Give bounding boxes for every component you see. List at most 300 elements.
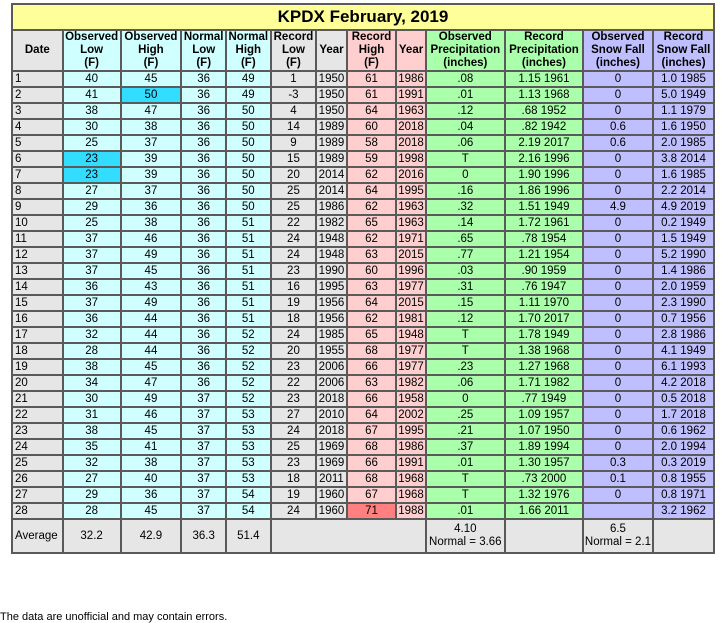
cell-observed-low: 29 [64, 200, 120, 214]
cell-record-low: 22 [272, 376, 316, 390]
cell-record-snowfall: 1.1 1979 [654, 104, 713, 118]
cell-observed-low: 37 [64, 296, 120, 310]
average-normal-low: 36.3 [182, 520, 225, 552]
cell-observed-snowfall: 0 [584, 424, 652, 438]
cell-observed-precipitation: T [427, 488, 504, 502]
cell-record-high: 62 [348, 232, 396, 246]
cell-record-snowfall: 2.0 1994 [654, 440, 713, 454]
cell-observed-high: 37 [122, 136, 181, 150]
cell-observed-snowfall: 0.1 [584, 472, 652, 486]
cell-normal-high: 52 [227, 344, 270, 358]
cell-normal-high: 52 [227, 392, 270, 406]
cell-record-high: 62 [348, 200, 396, 214]
cell-observed-precipitation: .77 [427, 248, 504, 262]
cell-record-low: 9 [272, 136, 316, 150]
cell-normal-low: 37 [182, 392, 225, 406]
cell-record-low: 24 [272, 424, 316, 438]
cell-observed-low: 37 [64, 248, 120, 262]
table-row [13, 88, 713, 102]
table-row [13, 104, 713, 118]
cell-normal-high: 53 [227, 456, 270, 470]
cell-normal-high: 51 [227, 248, 270, 262]
cell-record-snowfall: 0.2 1949 [654, 216, 713, 230]
cell-observed-high: 37 [122, 184, 181, 198]
cell-normal-low: 36 [182, 376, 225, 390]
cell-record-low: 23 [272, 456, 316, 470]
cell-record-snowfall: 0.5 2018 [654, 392, 713, 406]
cell-date: 16 [13, 312, 62, 326]
cell-record-high-year: 1986 [398, 441, 424, 453]
cell-normal-high: 53 [227, 424, 270, 438]
cell-observed-snowfall: 0.6 [584, 136, 652, 150]
header-record-precipitation: Record Precipitation (inches) [506, 31, 582, 70]
cell-record-snowfall: 2.0 1985 [654, 136, 713, 150]
header-record-snowfall: Record Snow Fall (inches) [654, 31, 713, 70]
cell-record-high: 68 [348, 440, 396, 454]
cell-record-precipitation: 1.21 1954 [506, 248, 582, 262]
cell-observed-low: 32 [64, 456, 120, 470]
cell-record-high: 62 [348, 312, 396, 326]
table-row [13, 168, 713, 182]
cell-record-high: 68 [348, 344, 396, 358]
cell-observed-low: 36 [64, 280, 120, 294]
cell-record-high-year: 1963 [398, 217, 424, 229]
cell-normal-high: 51 [227, 296, 270, 310]
cell-record-precipitation: .90 1959 [506, 264, 582, 278]
cell-observed-low: 23 [64, 168, 120, 182]
cell-record-high: 71 [348, 504, 396, 518]
table-row [13, 248, 713, 262]
cell-observed-precipitation: .08 [427, 72, 504, 86]
cell-record-snowfall: 3.8 2014 [654, 152, 713, 166]
cell-observed-low: 30 [64, 392, 120, 406]
cell-record-low: 23 [272, 264, 316, 278]
cell-record-precipitation: 1.30 1957 [506, 456, 582, 470]
cell-record-snowfall: 4.2 2018 [654, 376, 713, 390]
cell-observed-precipitation: T [427, 344, 504, 358]
cell-date: 10 [13, 216, 62, 230]
cell-observed-high: 49 [122, 248, 181, 262]
cell-record-low: 16 [272, 280, 316, 294]
table-row [13, 328, 713, 342]
cell-record-high-year: 1991 [398, 89, 424, 101]
header-record-low: Record Low (F) [272, 31, 316, 70]
cell-observed-low: 28 [64, 504, 120, 518]
cell-record-snowfall: 2.2 2014 [654, 184, 713, 198]
cell-observed-precipitation: .03 [427, 264, 504, 278]
page-title: KPDX February, 2019 [13, 5, 713, 29]
cell-record-low: 20 [272, 168, 316, 182]
cell-record-high-year: 1968 [398, 489, 424, 501]
cell-normal-high: 50 [227, 168, 270, 182]
climate-table [11, 3, 715, 554]
cell-record-precipitation: 1.78 1949 [506, 328, 582, 342]
average-observed-high: 42.9 [122, 520, 181, 552]
cell-date: 22 [13, 408, 62, 422]
cell-date: 17 [13, 328, 62, 342]
cell-record-low: 25 [272, 184, 316, 198]
cell-observed-precipitation: T [427, 328, 504, 342]
cell-record-high: 60 [348, 120, 396, 134]
cell-record-high-year: 1963 [398, 105, 424, 117]
cell-record-low: 20 [272, 344, 316, 358]
cell-record-precipitation: 1.71 1982 [506, 376, 582, 390]
header-observed-snowfall: Observed Snow Fall (inches) [584, 31, 652, 70]
cell-observed-high: 49 [122, 296, 181, 310]
cell-record-low: 14 [272, 120, 316, 134]
cell-observed-high: 36 [122, 488, 181, 502]
cell-normal-low: 36 [182, 264, 225, 278]
table-row [13, 344, 713, 358]
cell-observed-precipitation: .12 [427, 104, 504, 118]
cell-observed-low: 35 [64, 440, 120, 454]
cell-observed-low: 30 [64, 120, 120, 134]
cell-record-low: 19 [272, 296, 316, 310]
cell-record-high-year: 1963 [398, 201, 424, 213]
cell-date: 9 [13, 200, 62, 214]
cell-record-high-year: 1991 [398, 457, 424, 469]
cell-normal-high: 54 [227, 504, 270, 518]
cell-record-high: 62 [348, 168, 396, 182]
cell-date: 26 [13, 472, 62, 486]
cell-record-low-year: 2010 [318, 409, 345, 421]
cell-record-precipitation: 1.70 2017 [506, 312, 582, 326]
cell-record-high-year: 1977 [398, 345, 424, 357]
cell-record-low-year: 1985 [318, 329, 345, 341]
cell-date: 11 [13, 232, 62, 246]
cell-record-precipitation: .77 1949 [506, 392, 582, 406]
cell-observed-precipitation: .14 [427, 216, 504, 230]
cell-record-low-year: 1950 [318, 73, 345, 85]
average-snowfall: 6.5 Normal = 2.1 [584, 520, 652, 552]
cell-normal-high: 51 [227, 232, 270, 246]
cell-record-low-year: 1950 [318, 105, 345, 117]
cell-record-snowfall: 1.0 1985 [654, 72, 713, 86]
cell-record-high: 60 [348, 264, 396, 278]
cell-normal-low: 37 [182, 472, 225, 486]
cell-observed-precipitation: .23 [427, 360, 504, 374]
cell-normal-low: 36 [182, 360, 225, 374]
cell-normal-high: 53 [227, 472, 270, 486]
cell-record-low: 25 [272, 440, 316, 454]
cell-observed-precipitation: .16 [427, 184, 504, 198]
cell-observed-precipitation: .37 [427, 440, 504, 454]
cell-observed-precipitation: .12 [427, 312, 504, 326]
header-observed-precipitation: Observed Precipitation (inches) [427, 31, 504, 70]
cell-record-precipitation: 1.66 2011 [506, 504, 582, 518]
cell-normal-low: 36 [182, 248, 225, 262]
cell-observed-snowfall: 0 [584, 72, 652, 86]
cell-record-precipitation: .68 1952 [506, 104, 582, 118]
header-observed-high: Observed High (F) [122, 31, 181, 70]
cell-observed-low: 38 [64, 104, 120, 118]
cell-normal-low: 36 [182, 184, 225, 198]
cell-normal-low: 37 [182, 456, 225, 470]
cell-record-low: 23 [272, 360, 316, 374]
cell-record-low: 23 [272, 392, 316, 406]
cell-normal-high: 52 [227, 360, 270, 374]
cell-normal-high: 50 [227, 120, 270, 134]
cell-record-high: 66 [348, 360, 396, 374]
cell-date: 2 [13, 88, 62, 102]
cell-record-precipitation: 1.86 1996 [506, 184, 582, 198]
average-label: Average [13, 520, 62, 552]
cell-observed-precipitation: .15 [427, 296, 504, 310]
cell-observed-high: 39 [122, 152, 181, 166]
cell-date: 8 [13, 184, 62, 198]
cell-normal-high: 49 [227, 88, 270, 102]
cell-observed-low: 38 [64, 360, 120, 374]
cell-record-low: 27 [272, 408, 316, 422]
cell-record-high-year: 1968 [398, 473, 424, 485]
cell-observed-snowfall: 0 [584, 168, 652, 182]
cell-observed-precipitation: .65 [427, 232, 504, 246]
cell-normal-low: 36 [182, 72, 225, 86]
average-normal-high: 51.4 [227, 520, 270, 552]
cell-normal-low: 37 [182, 440, 225, 454]
cell-record-low-year: 2006 [318, 361, 345, 373]
cell-normal-low: 36 [182, 312, 225, 326]
cell-normal-low: 36 [182, 152, 225, 166]
cell-date: 15 [13, 296, 62, 310]
cell-observed-low: 27 [64, 184, 120, 198]
cell-normal-low: 36 [182, 232, 225, 246]
cell-date: 18 [13, 344, 62, 358]
table-row [13, 488, 713, 502]
cell-record-snowfall: 5.0 1949 [654, 88, 713, 102]
cell-record-snowfall: 1.7 2018 [654, 408, 713, 422]
cell-observed-precipitation: .01 [427, 88, 504, 102]
cell-record-high-year: 1948 [398, 329, 424, 341]
cell-normal-high: 51 [227, 216, 270, 230]
cell-observed-snowfall: 0 [584, 232, 652, 246]
cell-observed-snowfall: 0.6 [584, 120, 652, 134]
cell-observed-precipitation: .04 [427, 120, 504, 134]
cell-record-low: 24 [272, 328, 316, 342]
cell-record-precipitation: 1.11 1970 [506, 296, 582, 310]
cell-observed-high: 46 [122, 232, 181, 246]
cell-observed-low: 23 [64, 152, 120, 166]
cell-date: 28 [13, 504, 62, 518]
cell-date: 24 [13, 440, 62, 454]
cell-record-high-year: 1982 [398, 377, 424, 389]
cell-record-precipitation: 1.07 1950 [506, 424, 582, 438]
cell-observed-snowfall: 0 [584, 88, 652, 102]
cell-observed-high: 45 [122, 360, 181, 374]
cell-observed-low: 25 [64, 136, 120, 150]
table-row [13, 360, 713, 374]
cell-record-low-year: 2006 [318, 377, 345, 389]
cell-normal-high: 50 [227, 104, 270, 118]
cell-record-snowfall: 0.7 1956 [654, 312, 713, 326]
header-record-high-year: Year [397, 31, 424, 70]
cell-observed-snowfall: 0 [584, 488, 652, 502]
cell-record-high: 63 [348, 248, 396, 262]
header-observed-low: Observed Low (F) [65, 31, 119, 69]
cell-date: 23 [13, 424, 62, 438]
cell-observed-snowfall: 0 [584, 152, 652, 166]
cell-normal-low: 37 [182, 488, 225, 502]
cell-observed-low: 41 [64, 88, 120, 102]
cell-record-high: 64 [348, 408, 396, 422]
cell-observed-high: 41 [122, 440, 181, 454]
cell-observed-snowfall: 0 [584, 376, 652, 390]
cell-record-high-year: 1958 [398, 393, 424, 405]
cell-record-precipitation: 2.19 2017 [506, 136, 582, 150]
cell-normal-low: 36 [182, 296, 225, 310]
cell-record-low: 24 [272, 504, 316, 518]
cell-observed-high: 50 [122, 88, 181, 102]
table-row [13, 280, 713, 294]
cell-record-high-year: 2015 [398, 249, 424, 261]
cell-observed-low: 37 [64, 232, 120, 246]
cell-normal-high: 51 [227, 280, 270, 294]
cell-record-high: 58 [348, 136, 396, 150]
cell-record-low-year: 1995 [318, 281, 345, 293]
table-row [13, 440, 713, 454]
cell-observed-high: 47 [122, 104, 181, 118]
table-row [13, 152, 713, 166]
cell-normal-low: 36 [182, 280, 225, 294]
cell-observed-low: 32 [64, 328, 120, 342]
cell-record-snowfall: 3.2 1962 [654, 504, 713, 518]
cell-normal-high: 50 [227, 152, 270, 166]
cell-observed-high: 46 [122, 408, 181, 422]
cell-normal-high: 50 [227, 184, 270, 198]
cell-normal-low: 36 [182, 168, 225, 182]
cell-observed-snowfall: 0 [584, 328, 652, 342]
table-body [13, 72, 713, 518]
table-row [13, 184, 713, 198]
cell-record-high: 63 [348, 376, 396, 390]
cell-observed-snowfall: 0 [584, 392, 652, 406]
cell-record-low: 18 [272, 312, 316, 326]
cell-record-low: 22 [272, 216, 316, 230]
cell-observed-precipitation: .06 [427, 136, 504, 150]
cell-normal-high: 52 [227, 376, 270, 390]
disclaimer-text: The data are unofficial and may contain errors. [0, 611, 228, 623]
cell-record-high-year: 1995 [398, 425, 424, 437]
cell-observed-low: 29 [64, 488, 120, 502]
cell-record-high-year: 1988 [398, 505, 424, 517]
cell-record-snowfall: 0.6 1962 [654, 424, 713, 438]
cell-normal-low: 36 [182, 216, 225, 230]
cell-record-high: 68 [348, 472, 396, 486]
cell-record-high-year: 1977 [398, 361, 424, 373]
cell-observed-high: 45 [122, 424, 181, 438]
cell-record-precipitation: .82 1942 [506, 120, 582, 134]
table-row [13, 456, 713, 470]
cell-observed-snowfall: 0.3 [584, 456, 652, 470]
cell-record-snowfall: 0.3 2019 [654, 456, 713, 470]
cell-record-high-year: 1981 [398, 313, 424, 325]
cell-record-low-year: 2014 [318, 169, 345, 181]
cell-observed-precipitation: T [427, 152, 504, 166]
header-normal-high: Normal High (F) [228, 31, 269, 69]
table-row [13, 408, 713, 422]
cell-record-high: 66 [348, 456, 396, 470]
cell-record-low: 19 [272, 488, 316, 502]
cell-record-snowfall: 0.8 1971 [654, 488, 713, 502]
cell-date: 21 [13, 392, 62, 406]
cell-record-high: 67 [348, 488, 396, 502]
cell-observed-precipitation: .01 [427, 456, 504, 470]
cell-observed-snowfall: 0 [584, 344, 652, 358]
cell-normal-high: 53 [227, 440, 270, 454]
cell-record-low-year: 1982 [318, 217, 345, 229]
cell-record-low-year: 1960 [318, 505, 345, 517]
cell-record-low-year: 2014 [318, 185, 345, 197]
cell-normal-high: 51 [227, 264, 270, 278]
cell-record-high: 67 [348, 424, 396, 438]
cell-observed-snowfall: 0 [584, 440, 652, 454]
cell-normal-low: 36 [182, 120, 225, 134]
cell-normal-low: 36 [182, 200, 225, 214]
cell-record-high-year: 2015 [398, 297, 424, 309]
cell-record-high: 65 [348, 328, 396, 342]
average-empty-snow [654, 520, 713, 552]
cell-record-low: 24 [272, 248, 316, 262]
cell-observed-high: 38 [122, 120, 181, 134]
cell-record-precipitation: 1.89 1994 [506, 440, 582, 454]
cell-record-snowfall: 1.6 1985 [654, 168, 713, 182]
cell-record-high-year: 1998 [398, 153, 424, 165]
cell-record-low-year: 1955 [318, 345, 345, 357]
table-row [13, 72, 713, 86]
cell-observed-high: 38 [122, 456, 181, 470]
cell-date: 19 [13, 360, 62, 374]
cell-observed-high: 45 [122, 264, 181, 278]
cell-observed-high: 38 [122, 216, 181, 230]
cell-observed-low: 25 [64, 216, 120, 230]
cell-normal-low: 37 [182, 424, 225, 438]
table-row [13, 264, 713, 278]
cell-date: 3 [13, 104, 62, 118]
cell-record-low-year: 1960 [318, 489, 345, 501]
cell-observed-precipitation: 0 [427, 392, 504, 406]
cell-observed-snowfall: 0 [584, 360, 652, 374]
cell-observed-high: 36 [122, 200, 181, 214]
cell-record-snowfall: 1.4 1986 [654, 264, 713, 278]
cell-observed-precipitation: .01 [427, 504, 504, 518]
cell-record-precipitation: 1.51 1949 [506, 200, 582, 214]
cell-record-low: 18 [272, 472, 316, 486]
table-row [13, 424, 713, 438]
cell-observed-precipitation: .21 [427, 424, 504, 438]
cell-observed-snowfall: 0 [584, 248, 652, 262]
cell-record-precipitation: 1.72 1961 [506, 216, 582, 230]
cell-record-low: -3 [272, 88, 316, 102]
cell-observed-precipitation: .32 [427, 200, 504, 214]
cell-record-high-year: 1996 [398, 265, 424, 277]
climate-table-container [11, 3, 715, 554]
cell-record-snowfall: 4.9 2019 [654, 200, 713, 214]
cell-record-precipitation: 1.15 1961 [506, 72, 582, 86]
cell-observed-snowfall [584, 504, 652, 518]
cell-record-low: 15 [272, 152, 316, 166]
cell-observed-high: 49 [122, 392, 181, 406]
cell-normal-low: 36 [182, 328, 225, 342]
cell-record-snowfall: 4.1 1949 [654, 344, 713, 358]
cell-observed-snowfall: 0 [584, 104, 652, 118]
cell-observed-precipitation: 0 [427, 168, 504, 182]
cell-observed-precipitation: .31 [427, 280, 504, 294]
cell-record-low-year: 1989 [318, 137, 345, 149]
cell-record-low-year: 1956 [318, 297, 345, 309]
cell-observed-high: 43 [122, 280, 181, 294]
cell-record-low-year: 1989 [318, 153, 345, 165]
cell-date: 7 [13, 168, 62, 182]
